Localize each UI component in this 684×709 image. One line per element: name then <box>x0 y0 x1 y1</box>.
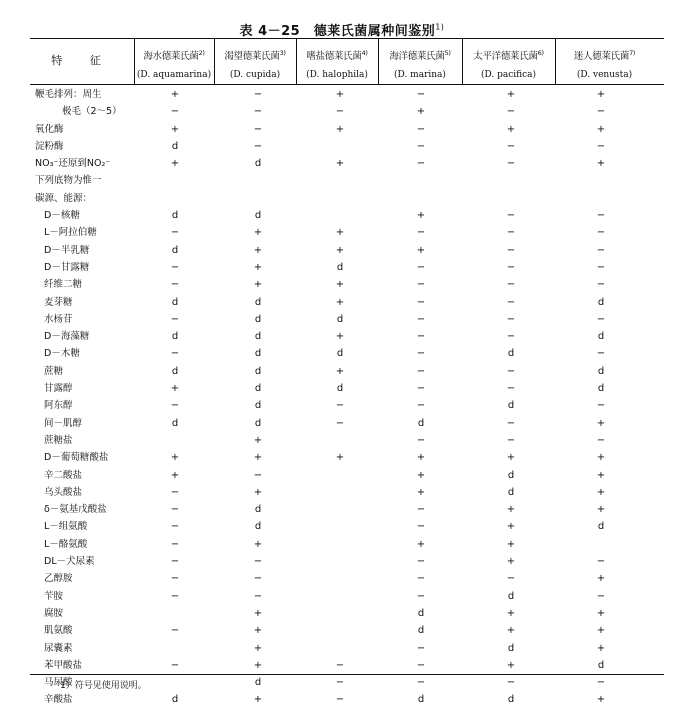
value-cell: − <box>170 521 180 533</box>
value-cell: d <box>597 659 605 671</box>
table-row <box>0 432 684 449</box>
species-name: 迷人德莱氏菌$^{7)}$ <box>573 49 636 63</box>
value-cell: − <box>170 400 180 412</box>
value-cell: + <box>253 279 263 291</box>
feature-label: 辛酸盐 <box>44 694 73 706</box>
value-cell: d <box>254 210 262 222</box>
table-row <box>0 259 684 276</box>
table-row <box>0 172 684 189</box>
value-cell: − <box>506 313 516 325</box>
value-cell: − <box>335 106 345 118</box>
value-cell: + <box>596 158 606 170</box>
feature-label: 尿囊素 <box>44 642 73 654</box>
value-cell: − <box>596 677 606 689</box>
value-cell: − <box>170 313 180 325</box>
value-cell: − <box>506 417 516 429</box>
species-name: 海洋德莱氏菌$^{5)}$ <box>389 49 451 63</box>
value-cell: − <box>596 261 606 273</box>
value-cell: + <box>416 486 426 498</box>
value-cell: − <box>335 694 345 706</box>
species-name: 渴望德莱氏菌$^{3)}$ <box>224 49 286 63</box>
feature-label: 腐胺 <box>44 607 64 619</box>
value-cell: − <box>416 123 426 135</box>
value-cell: − <box>506 383 516 395</box>
feature-label: 苯甲酸盐 <box>44 659 83 671</box>
table-row <box>0 467 684 484</box>
value-cell: − <box>416 677 426 689</box>
value-cell: − <box>506 279 516 291</box>
table-row <box>0 276 684 293</box>
table-row <box>0 86 684 103</box>
table-row <box>0 155 684 172</box>
table-row <box>0 207 684 224</box>
value-cell: d <box>171 694 179 706</box>
value-cell: − <box>416 556 426 568</box>
value-cell: − <box>506 140 516 152</box>
value-cell: − <box>416 383 426 395</box>
feature-label: 水杨苷 <box>44 313 73 325</box>
feature-label: 辛二酸盐 <box>44 469 83 481</box>
species-latin-name: (D. marina) <box>394 70 446 81</box>
species-header <box>462 44 555 84</box>
feature-label: δ－氨基戊酸盐 <box>44 504 107 516</box>
species-name: 太平洋德莱氏菌$^{6)}$ <box>473 49 544 63</box>
value-cell: − <box>416 521 426 533</box>
value-cell: − <box>416 365 426 377</box>
table-row <box>0 622 684 639</box>
value-cell: − <box>506 227 516 239</box>
value-cell: − <box>596 434 606 446</box>
table-row <box>0 121 684 138</box>
species-latin-name: (D. halophila) <box>306 70 368 81</box>
value-cell: d <box>336 383 344 395</box>
value-cell: − <box>253 89 263 100</box>
value-cell: + <box>596 452 606 464</box>
value-cell: + <box>335 89 345 100</box>
feature-label: 麦芽糖 <box>44 296 73 308</box>
species-latin-name: (D. cupida) <box>229 70 281 81</box>
value-cell: − <box>596 210 606 222</box>
table-row <box>0 605 684 622</box>
feature-label: D－甘露糖 <box>44 261 90 273</box>
value-cell: d <box>254 400 262 412</box>
table-body <box>0 86 684 709</box>
value-cell: + <box>335 296 345 308</box>
value-cell: − <box>416 573 426 585</box>
value-cell: d <box>171 417 179 429</box>
value-cell: − <box>170 538 180 550</box>
value-cell: d <box>254 348 262 360</box>
value-cell: − <box>170 659 180 671</box>
value-cell: + <box>506 556 516 568</box>
feature-label: D－核糖 <box>44 210 80 222</box>
species-name: 嗜盐德莱氏菌$^{4)}$ <box>306 49 368 63</box>
value-cell: − <box>596 140 606 152</box>
value-cell: + <box>335 331 345 343</box>
value-cell: + <box>253 659 263 671</box>
value-cell: + <box>596 694 606 706</box>
species-latin-name: (D. aquamarina) <box>136 70 212 81</box>
value-cell: + <box>506 538 516 550</box>
table-row <box>0 691 684 708</box>
value-cell: + <box>596 89 606 100</box>
footnote: 1）符号见使用说明。 <box>60 681 147 691</box>
value-cell: − <box>253 123 263 135</box>
table-row <box>0 311 684 328</box>
value-cell: + <box>416 469 426 481</box>
table-row <box>0 640 684 657</box>
value-cell: d <box>254 383 262 395</box>
species-latin-name: (D. pacifica) <box>480 70 537 81</box>
value-cell: − <box>416 261 426 273</box>
value-cell: − <box>335 417 345 429</box>
feature-label: 蔗糖 <box>44 365 64 377</box>
value-cell: − <box>170 625 180 637</box>
feature-label: 马尿酸 <box>44 677 73 689</box>
value-cell: − <box>253 590 263 602</box>
value-cell: + <box>416 210 426 222</box>
value-cell: d <box>254 417 262 429</box>
feature-label: 间－肌醇 <box>44 417 83 429</box>
value-cell: d <box>254 158 262 170</box>
value-cell: − <box>170 279 180 291</box>
value-cell: − <box>170 590 180 602</box>
value-cell: − <box>506 331 516 343</box>
value-cell: d <box>597 331 605 343</box>
value-cell: − <box>170 348 180 360</box>
value-cell: − <box>416 313 426 325</box>
value-cell: d <box>171 296 179 308</box>
value-cell: − <box>416 642 426 654</box>
value-cell: − <box>170 556 180 568</box>
value-cell: + <box>596 469 606 481</box>
feature-label: D－葡萄糖酸盐 <box>44 452 109 464</box>
value-cell: + <box>335 244 345 256</box>
feature-label: 阿东醇 <box>44 400 73 412</box>
value-cell: − <box>506 365 516 377</box>
value-cell: − <box>506 106 516 118</box>
feature-label: 肌氨酸 <box>44 625 73 637</box>
value-cell: − <box>596 348 606 360</box>
value-cell: − <box>253 140 263 152</box>
value-cell: d <box>254 331 262 343</box>
value-cell: + <box>596 486 606 498</box>
value-cell: d <box>507 694 515 706</box>
feature-label: DL－犬尿素 <box>44 556 95 568</box>
value-cell: − <box>596 279 606 291</box>
value-cell: + <box>416 452 426 464</box>
value-cell: + <box>253 642 263 654</box>
feature-label: L－阿拉伯糖 <box>44 227 97 239</box>
feature-label: 碳源、能源： <box>35 192 93 204</box>
species-header <box>296 44 378 84</box>
value-cell: d <box>336 313 344 325</box>
value-cell: − <box>253 469 263 481</box>
value-cell: − <box>170 486 180 498</box>
value-cell: + <box>170 89 180 100</box>
species-header <box>214 44 296 84</box>
value-cell: + <box>253 486 263 498</box>
species-header <box>555 44 654 84</box>
top-rule <box>30 38 664 39</box>
value-cell: + <box>253 538 263 550</box>
value-cell: − <box>416 400 426 412</box>
value-cell: d <box>417 694 425 706</box>
value-cell: d <box>597 383 605 395</box>
value-cell: + <box>506 521 516 533</box>
value-cell: d <box>171 210 179 222</box>
value-cell: − <box>170 261 180 273</box>
table-row <box>0 190 684 207</box>
species-header <box>378 44 462 84</box>
table-row <box>0 380 684 397</box>
table-row <box>0 363 684 380</box>
value-cell: − <box>416 331 426 343</box>
value-cell: d <box>171 365 179 377</box>
bottom-rule <box>30 674 664 675</box>
table-row <box>0 328 684 345</box>
value-cell: − <box>596 590 606 602</box>
value-cell: + <box>170 469 180 481</box>
feature-label: 下列底物为惟一 <box>35 175 102 187</box>
feature-label: NO₃⁻还原到NO₂⁻ <box>35 158 111 170</box>
value-cell: d <box>507 469 515 481</box>
table-row <box>0 397 684 414</box>
value-cell: − <box>506 244 516 256</box>
table-row <box>0 657 684 674</box>
value-cell: + <box>170 383 180 395</box>
value-cell: − <box>596 106 606 118</box>
table-row <box>0 449 684 466</box>
value-cell: d <box>597 296 605 308</box>
feature-label: 鞭毛排列：周生 <box>35 89 102 100</box>
value-cell: + <box>253 261 263 273</box>
value-cell: − <box>506 158 516 170</box>
feature-label: D－木糖 <box>44 348 80 360</box>
value-cell: − <box>416 279 426 291</box>
value-cell: d <box>171 244 179 256</box>
value-cell: d <box>417 417 425 429</box>
feature-label: 极毛（2～5） <box>62 106 122 118</box>
feature-label: 甘露醇 <box>44 383 73 395</box>
feature-label: D－海藻糖 <box>44 331 90 343</box>
value-cell: d <box>507 400 515 412</box>
value-cell: + <box>596 607 606 619</box>
value-cell: − <box>170 573 180 585</box>
table-row <box>0 242 684 259</box>
value-cell: − <box>596 227 606 239</box>
value-cell: + <box>335 452 345 464</box>
value-cell: + <box>170 123 180 135</box>
value-cell: − <box>335 400 345 412</box>
value-cell: + <box>506 504 516 516</box>
value-cell: d <box>597 521 605 533</box>
value-cell: d <box>254 677 262 689</box>
value-cell: − <box>506 296 516 308</box>
table-row <box>0 138 684 155</box>
value-cell: + <box>416 538 426 550</box>
value-cell: − <box>506 677 516 689</box>
value-cell: d <box>417 607 425 619</box>
table-row <box>0 484 684 501</box>
value-cell: + <box>596 625 606 637</box>
value-cell: + <box>253 694 263 706</box>
value-cell: − <box>253 106 263 118</box>
value-cell: − <box>416 348 426 360</box>
value-cell: d <box>254 313 262 325</box>
value-cell: + <box>335 279 345 291</box>
value-cell: − <box>596 400 606 412</box>
value-cell: − <box>416 434 426 446</box>
value-cell: d <box>336 348 344 360</box>
value-cell: − <box>416 158 426 170</box>
value-cell: + <box>253 244 263 256</box>
feature-label: 蔗糖盐 <box>44 434 73 446</box>
value-cell: + <box>416 244 426 256</box>
value-cell: d <box>507 642 515 654</box>
species-name: 海水德莱氏菌$^{2)}$ <box>143 49 205 63</box>
feature-label: 淀粉酶 <box>35 140 64 152</box>
value-cell: + <box>506 89 516 100</box>
value-cell: − <box>416 590 426 602</box>
value-cell: + <box>506 452 516 464</box>
value-cell: − <box>596 556 606 568</box>
value-cell: + <box>253 625 263 637</box>
feature-label: L－酪氨酸 <box>44 538 88 550</box>
value-cell: + <box>506 607 516 619</box>
value-cell: + <box>253 434 263 446</box>
value-cell: + <box>335 158 345 170</box>
table-row <box>0 553 684 570</box>
feature-label: D－半乳糖 <box>44 244 90 256</box>
value-cell: + <box>170 452 180 464</box>
value-cell: − <box>596 313 606 325</box>
value-cell: − <box>170 106 180 118</box>
feature-column-header: 特 征 <box>51 54 113 67</box>
table-row <box>0 536 684 553</box>
value-cell: + <box>596 417 606 429</box>
table-row <box>0 224 684 241</box>
table-row <box>0 103 684 120</box>
value-cell: + <box>506 123 516 135</box>
value-cell: − <box>596 244 606 256</box>
value-cell: d <box>254 521 262 533</box>
value-cell: + <box>335 365 345 377</box>
feature-label: 乙醇胺 <box>44 573 73 585</box>
table-row <box>0 345 684 362</box>
species-header <box>134 44 214 84</box>
table-row <box>0 501 684 518</box>
value-cell: − <box>335 677 345 689</box>
table-row <box>0 294 684 311</box>
feature-label: 氧化酶 <box>35 123 64 135</box>
feature-label: 乌头酸盐 <box>44 486 83 498</box>
value-cell: d <box>507 348 515 360</box>
table-row <box>0 570 684 587</box>
value-cell: + <box>506 659 516 671</box>
value-cell: − <box>170 227 180 239</box>
value-cell: + <box>596 504 606 516</box>
table-row <box>0 588 684 605</box>
value-cell: + <box>506 625 516 637</box>
value-cell: d <box>417 625 425 637</box>
feature-label: L－组氨酸 <box>44 521 88 533</box>
table-row <box>0 415 684 432</box>
value-cell: − <box>416 659 426 671</box>
value-cell: + <box>416 106 426 118</box>
species-latin-name: (D. venusta) <box>576 70 633 81</box>
value-cell: − <box>416 140 426 152</box>
value-cell: d <box>254 504 262 516</box>
value-cell: − <box>506 573 516 585</box>
value-cell: d <box>171 331 179 343</box>
value-cell: + <box>596 573 606 585</box>
value-cell: + <box>596 642 606 654</box>
table-title: 表 4－25 德莱氏菌属种间鉴别$^{1)}$ <box>239 22 445 39</box>
value-cell: + <box>596 123 606 135</box>
value-cell: − <box>416 296 426 308</box>
value-cell: − <box>506 210 516 222</box>
value-cell: − <box>506 261 516 273</box>
feature-label: 纤维二糖 <box>44 279 83 291</box>
value-cell: d <box>507 590 515 602</box>
value-cell: + <box>170 158 180 170</box>
value-cell: − <box>335 659 345 671</box>
value-cell: + <box>335 227 345 239</box>
value-cell: d <box>597 365 605 377</box>
value-cell: d <box>254 296 262 308</box>
value-cell: d <box>254 365 262 377</box>
value-cell: d <box>171 140 179 152</box>
value-cell: + <box>335 123 345 135</box>
value-cell: d <box>336 261 344 273</box>
value-cell: − <box>170 504 180 516</box>
value-cell: + <box>253 227 263 239</box>
value-cell: + <box>253 452 263 464</box>
value-cell: − <box>253 573 263 585</box>
value-cell: − <box>253 556 263 568</box>
table-row <box>0 518 684 535</box>
value-cell: + <box>253 607 263 619</box>
value-cell: − <box>416 504 426 516</box>
value-cell: − <box>416 89 426 100</box>
value-cell: d <box>507 486 515 498</box>
value-cell: − <box>416 227 426 239</box>
value-cell: − <box>506 434 516 446</box>
feature-label: 苄胺 <box>44 590 64 602</box>
